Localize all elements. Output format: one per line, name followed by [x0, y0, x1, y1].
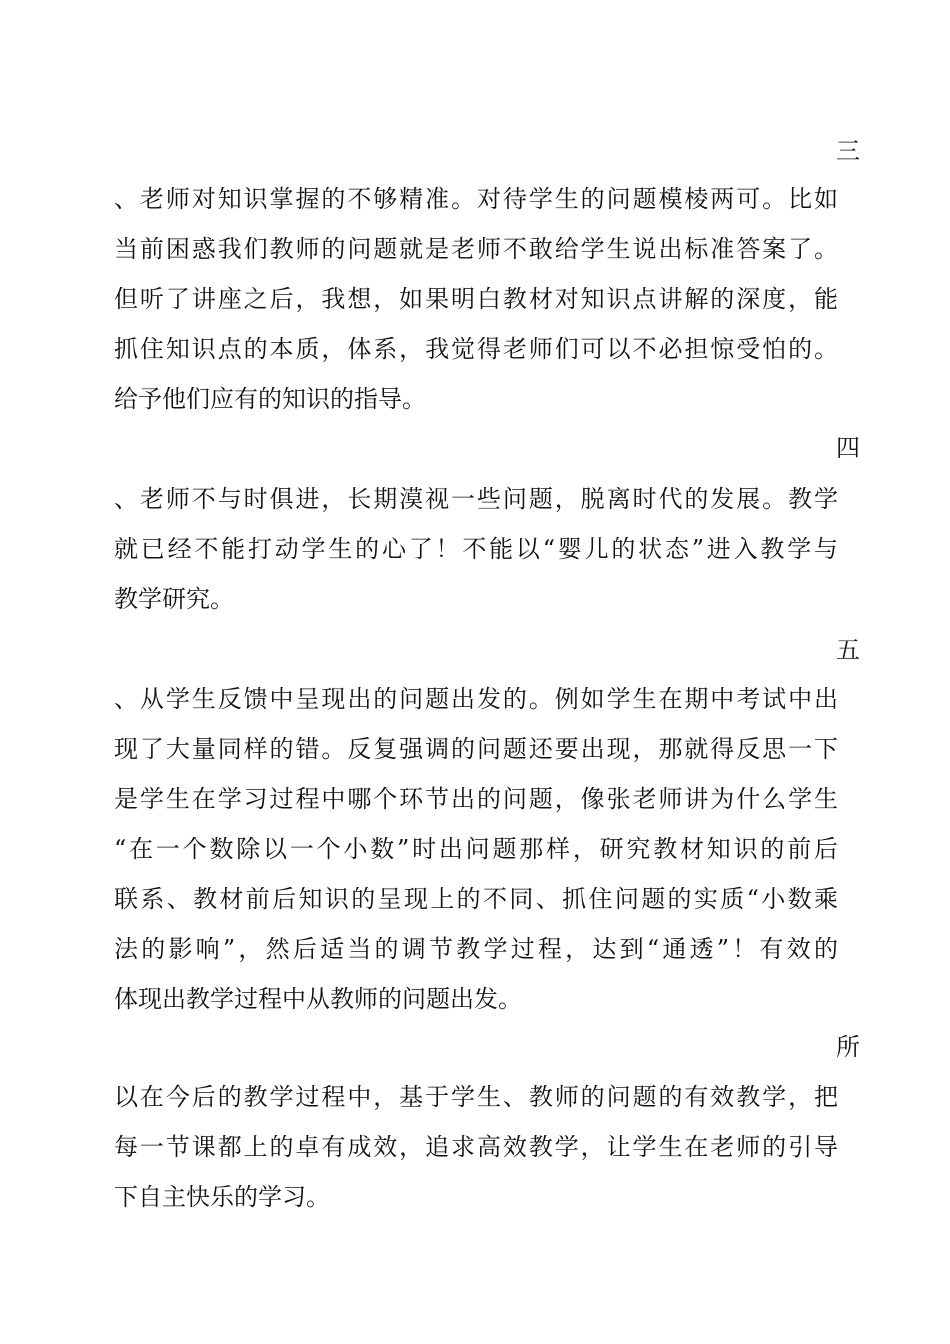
section-marker-4: 四 [836, 434, 860, 462]
section-marker-3: 三 [836, 137, 860, 165]
paragraph-line: 现了大量同样的错。反复强调的问题还要出现，那就得反思一下 [114, 735, 838, 763]
paragraph-line: 教学研究。 [114, 585, 234, 613]
paragraph-line: 下自主快乐的学习。 [114, 1183, 330, 1211]
paragraph-conclusion [114, 1072, 838, 1222]
paragraph-line: 抓住知识点的本质，体系，我觉得老师们可以不必担惊受怕的。 [114, 335, 838, 363]
section-marker-5: 五 [836, 636, 860, 664]
paragraph-line: 给予他们应有的知识的指导。 [114, 385, 426, 413]
paragraph-line: “在一个数除以一个小数”时出问题那样，研究教材知识的前后 [114, 835, 838, 863]
paragraph-line: 以在今后的教学过程中，基于学生、教师的问题的有效教学，把 [114, 1083, 838, 1111]
paragraph-line: 联系、教材前后知识的呈现上的不同、抓住问题的实质“小数乘 [114, 885, 838, 913]
paragraph-line: 、从学生反馈中呈现出的问题出发的。例如学生在期中考试中出 [114, 685, 838, 713]
paragraph-3 [114, 174, 838, 424]
paragraph-line: 、老师对知识掌握的不够精准。对待学生的问题模棱两可。比如 [114, 185, 838, 213]
paragraph-line: 但听了讲座之后，我想，如果明白教材对知识点讲解的深度，能 [114, 285, 838, 313]
paragraph-line: 每一节课都上的卓有成效，追求高效教学，让学生在老师的引导 [114, 1133, 838, 1161]
paragraph-5 [114, 674, 838, 1024]
section-marker-conclusion: 所 [836, 1033, 860, 1061]
paragraph-line: 当前困惑我们教师的问题就是老师不敢给学生说出标准答案了。 [114, 235, 838, 263]
paragraph-line: 就已经不能打动学生的心了！不能以“婴儿的状态”进入教学与 [114, 535, 838, 563]
paragraph-line: 法的影响”，然后适当的调节教学过程，达到“通透”！有效的 [114, 935, 838, 963]
paragraph-line: 是学生在学习过程中哪个环节出的问题，像张老师讲为什么学生 [114, 785, 838, 813]
paragraph-4 [114, 474, 838, 624]
paragraph-line: 体现出教学过程中从教师的问题出发。 [114, 985, 522, 1013]
paragraph-line: 、老师不与时俱进，长期漠视一些问题，脱离时代的发展。教学 [114, 485, 838, 513]
